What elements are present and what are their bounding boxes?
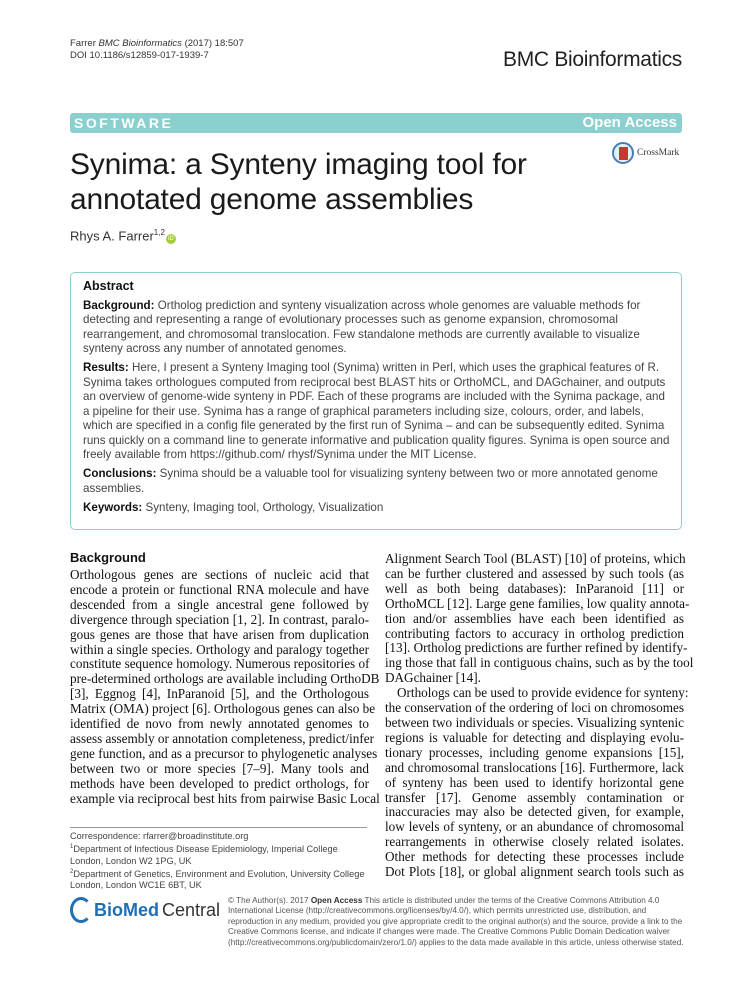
affiliation-2: $^2$Department of Genetics, Environment and Evolution, University College London, London WC1E 6BT, UK — [70, 868, 365, 891]
open-access-label: Open Access — [582, 114, 677, 131]
doi: DOI 10.1186/s12859-017-1939-7 — [70, 50, 209, 61]
abstract-box — [70, 272, 682, 530]
body-text-line: gene function, and as a precursor to phylogenetic analyses — [70, 745, 378, 761]
body-text-line: Other methods for detecting these processes include — [385, 849, 684, 865]
body-text-line: ing those that fall in contiguous chains, such as by the tool — [385, 655, 694, 671]
article-type-banner — [70, 113, 682, 133]
article-title: Synima: a Synteny imaging tool for annotated genome assemblies — [70, 148, 527, 216]
journal-italic: BMC Bioinformatics — [98, 38, 182, 49]
left-column-body — [70, 567, 380, 807]
running-header — [70, 38, 244, 62]
body-text-line: tion and/or assemblies have each been identified as — [385, 610, 684, 626]
body-text-line: divergence through speciation [1, 2]. In contrast, paralo- — [70, 611, 369, 627]
body-text-line: OrthoMCL [12]. Large gene families, low quality annota- — [385, 595, 690, 611]
body-text-line: assess assembly or annotation completeness, predict/infer — [70, 730, 374, 746]
body-text-line: encode a protein or functional RNA molecule and have — [70, 581, 369, 597]
body-text-line: identified de novo from newly annotated genomes to — [70, 716, 369, 732]
abstract-background: Background: Ortholog prediction and synteny visualization across whole genomes are valuable methods for detecting and representing a range of evolutionary processes such as genome expansion, chromosomal rearrangement, and chromosomal translocation. Few standalone methods are currently available to visualize synteny across any number of annotated genomes. — [83, 298, 641, 355]
body-text-line: pre-determined orthologs are available including OrthoDB — [70, 671, 380, 687]
abstract-heading: Abstract — [83, 279, 134, 293]
section-heading: Background — [70, 550, 146, 565]
orcid-icon[interactable]: iD — [166, 234, 176, 244]
body-text-line: [13]. Ortholog predictions are further refined by identify- — [385, 640, 688, 656]
left-column — [70, 550, 380, 807]
body-text-line: can be further clustered and assessed by such tools (as — [385, 565, 684, 581]
abstract-results: Results: Here, I present a Synteny Imaging tool (Synima) written in Perl, which uses the graphical features of R. Synima takes orthologues computed from reciprocal best BLAST hits or OrthoMCL, and DAGchainer, and outputs an overview of genome-wide synteny in PDF. Each of these programs are included with the Synima package, and a pipeline for their use. Synima has a range of graphical parameters including size, colours, order, and labels, which are specified in a config file generated by the first run of Synima – and can be subsequently edited. Synima runs quickly on a command line to generate informative and publication quality figures. Synima is open source and freely available from https://github.com/ rhysf/Synima under the MIT License. — [83, 361, 670, 461]
affiliation-1: $^1$Department of Infectious Disease Epidemiology, Imperial College London, London W2 1PG, UK — [70, 844, 338, 866]
body-text-line: [3], Eggnog [4], InParanoid [5], and the Orthologous — [70, 686, 369, 702]
body-text-line: regions is valuable for detecting and displaying evolu- — [385, 729, 684, 745]
license-notice: © The Author(s). 2017 Open Access This article is distributed under the terms of the Creative Commons Attribution 4.0 International License (http://creativecommons.org/licenses/by/4.0/), which permits unrestricted use, distribution, and reproduction in any medium, provided you give appropriate credit to the original author(s) and the source, provide a link to the Creative Commons license, and indicate if changes were made. The Creative Commons Public Domain Dedication waiver (http://creativecommons.org/publicdomain/zero/1.0/) applies to the data made available in this article, unless otherwise stated. — [228, 896, 684, 947]
body-text-line: contributing factors to accuracy in ortholog prediction — [385, 625, 684, 641]
body-text-line: Orthologous genes are sections of nucleic acid that — [70, 567, 369, 582]
body-text-line: example via reciprocal best hits from pairwise Basic Local — [70, 790, 380, 806]
right-column-body — [385, 551, 694, 880]
body-text-line: the conservation of the ordering of loci on chromosomes — [385, 700, 684, 716]
body-text-line: well as both being databases): InParanoid [11] or — [385, 580, 684, 596]
biomed-arc-icon — [70, 897, 92, 923]
right-column — [385, 551, 694, 880]
body-text-line: of synteny has been used to identify horizontal gene — [385, 774, 684, 790]
body-text-line: constitute sequence homology. Numerous repositories of — [70, 656, 370, 672]
body-text-line: tionary processes, including genome expansions [15], — [385, 744, 684, 760]
crossmark-badge[interactable]: CrossMark — [612, 142, 679, 164]
author-name: Rhys A. Farrer — [70, 228, 154, 244]
body-text-line: low levels of synteny, or an abundance of chromosomal — [385, 819, 684, 835]
footnotes — [70, 831, 370, 892]
correspondence: Correspondence: rfarrer@broadinstitute.org — [70, 831, 249, 841]
body-text-line: DAGchainer [14]. — [385, 670, 481, 686]
body-text-line: Alignment Search Tool (BLAST) [10] of proteins, which — [385, 551, 686, 566]
article-type: SOFTWARE — [74, 115, 174, 131]
body-text-line: inaccuracies may also be detected given, for example, — [385, 804, 684, 820]
body-text-line: descended from a single ancestral gene followed by — [70, 596, 369, 612]
body-text-line: within a single species. Orthology and paralogy together — [70, 641, 369, 657]
body-text-line: rearrangements in otherwise closely related isolates. — [385, 834, 684, 850]
author-line — [70, 228, 176, 244]
body-text-line: Dot Plots [18], or global alignment search tools such as — [385, 864, 684, 880]
abstract-keywords: Keywords: Synteny, Imaging tool, Orthology, Visualization — [83, 500, 384, 514]
body-text-line: gous genes are those that have arisen from duplication — [70, 626, 369, 642]
journal-name: BMC Bioinformatics — [503, 48, 682, 71]
author-affiliation: 1,2 — [153, 228, 165, 237]
body-text-line: transfer [17]. Genome assembly contamination or — [385, 789, 684, 805]
footnote-divider — [70, 827, 367, 828]
body-text-line: between two individuals or species. Visualizing syntenic — [385, 714, 684, 730]
body-text-line: and chromosomal translocations [16]. Furthermore, lack — [385, 759, 684, 775]
abstract-conclusions: Conclusions: Synima should be a valuable tool for visualizing synteny between two or more annotated genome assemblies. — [83, 467, 658, 495]
citation-line: Farrer BMC Bioinformatics (2017) 18:507 — [70, 38, 244, 49]
biomed-central-logo: BioMed Central — [70, 897, 220, 923]
body-text-line: between two or more species [7–9]. Many tools and — [70, 760, 369, 776]
body-text-line: Orthologs can be used to provide evidence for synteny: — [397, 685, 689, 701]
body-text-line: methods have been developed to predict orthologs, for — [70, 775, 369, 791]
body-text-line: Matrix (OMA) project [6]. Orthologous genes can also be — [70, 701, 376, 717]
crossmark-icon — [612, 142, 634, 164]
